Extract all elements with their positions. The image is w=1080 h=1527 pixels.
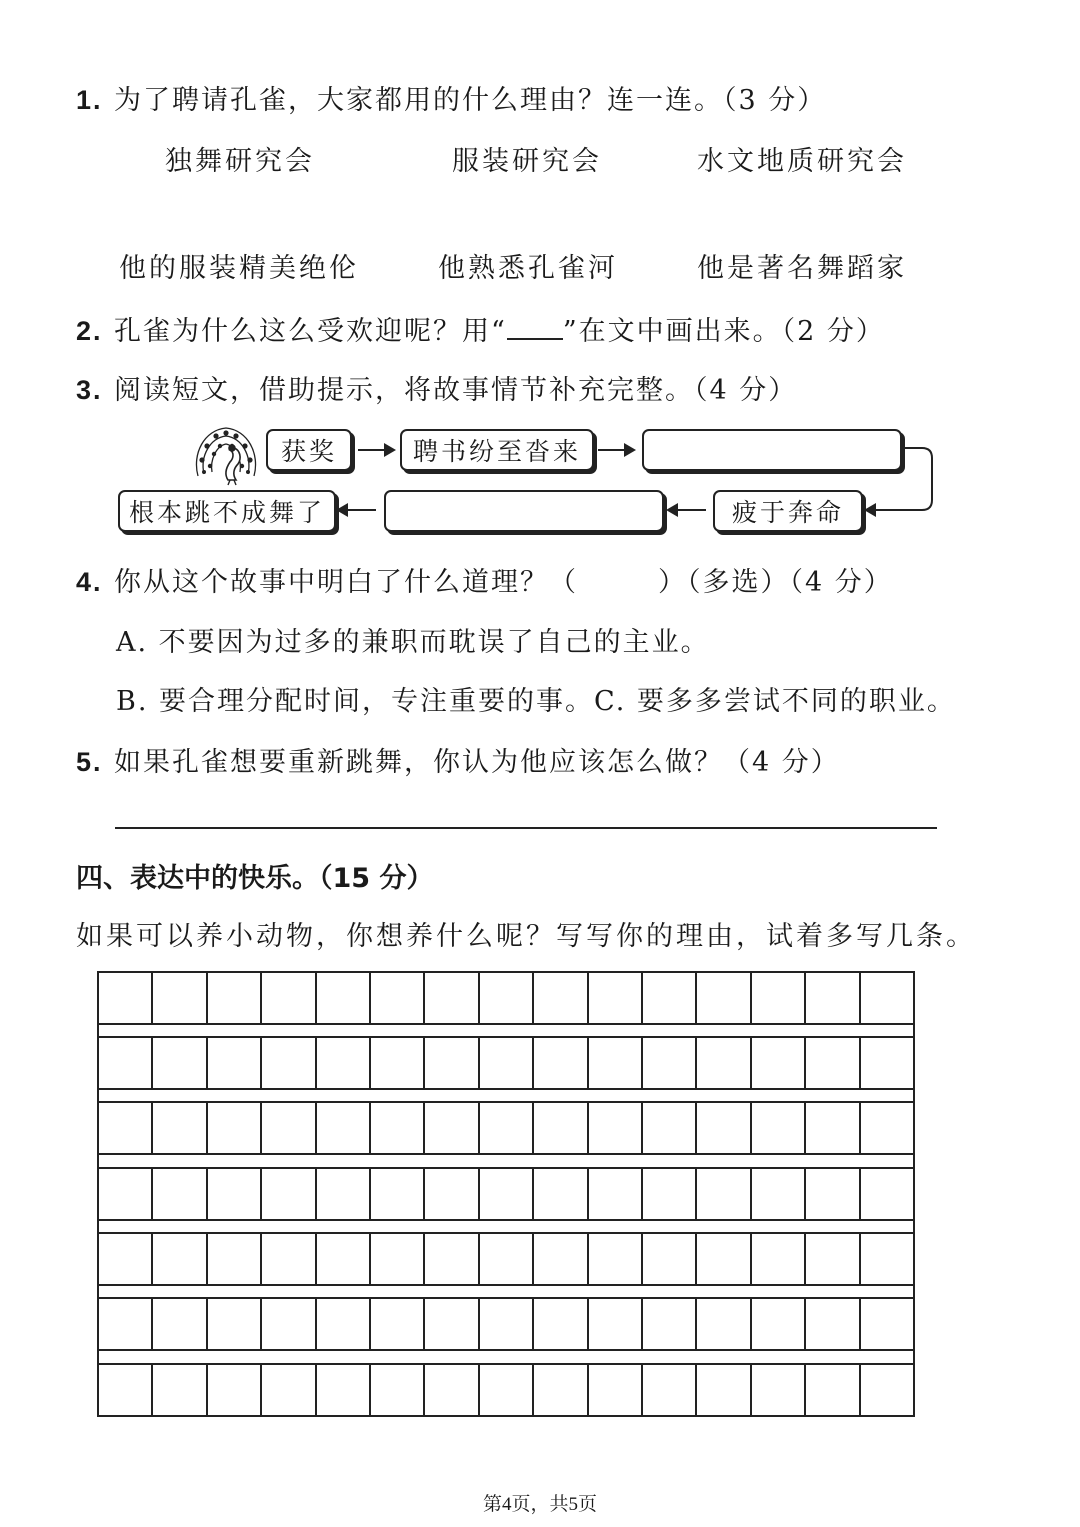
q1-top-item-1[interactable]: 独舞研究会 [165,146,315,177]
q5-line [76,740,840,779]
q2-underline-sample [507,316,563,340]
grid-row[interactable] [97,1297,915,1351]
q4-option-a[interactable]: A. 不要因为过多的兼职而耽误了自己的主业。 [116,627,710,658]
plot-box-exhausted: 疲于奔命 [713,490,863,532]
plot-box-offers: 聘书纷至沓来 [400,429,594,471]
q4-line [76,560,893,599]
q4-text-before: 你从这个故事中明白了什么道理？（ [114,567,578,598]
q2-number: 2. [76,316,103,346]
grid-row[interactable] [97,1167,915,1221]
grid-row[interactable] [97,1232,915,1286]
grid-row[interactable] [97,1363,915,1417]
q5-number: 5. [76,747,103,777]
plot-blank-box-1[interactable] [642,429,902,471]
q4-option-c[interactable]: C. 要多多尝试不同的职业。 [594,686,956,717]
plot-blank-box-2[interactable] [384,490,664,532]
q4-number: 4. [76,567,103,597]
q2-line [76,309,885,348]
grid-row[interactable] [97,1101,915,1155]
q1-top-item-2[interactable]: 服装研究会 [452,146,602,177]
writing-grid[interactable] [97,971,915,1417]
q4-option-b[interactable]: B. 要合理分配时间，专注重要的事。 [116,686,595,717]
plot-box-award: 获奖 [266,429,352,471]
q2-text-before: 孔雀为什么这么受欢迎呢？用“ [114,316,507,347]
grid-outer-left [97,971,99,1417]
plot-box-cannot-dance: 根本跳不成舞了 [118,490,336,532]
q3-line [76,368,797,407]
q3-text: 阅读短文，借助提示，将故事情节补充完整。（4 分） [114,375,798,406]
arrow-right-2 [598,449,634,451]
q1-line [76,78,826,117]
q2-text-after: ”在文中画出来。（2 分） [562,316,885,347]
q1-bottom-item-1[interactable]: 他的服装精美绝伦 [119,253,359,284]
arrow-left-3 [338,509,376,511]
q1-bottom-item-2[interactable]: 他熟悉孔雀河 [438,253,618,284]
section4-title: 四、表达中的快乐。（15 分） [76,863,434,894]
q1-top-item-3[interactable]: 水文地质研究会 [697,146,907,177]
peacock-icon [190,424,262,486]
section4-prompt: 如果可以养小动物，你想养什么呢？写写你的理由，试着多写几条。 [76,921,976,952]
grid-row[interactable] [97,971,915,1025]
arrow-left-1 [866,509,902,511]
q5-answer-line[interactable] [115,827,937,829]
q1-number: 1. [76,85,103,115]
page-number: 第4页，共5页 [482,1494,597,1515]
q3-number: 3. [76,375,103,405]
arrow-left-2 [668,509,706,511]
q1-text: 为了聘请孔雀，大家都用的什么理由？连一连。（3 分） [114,85,827,116]
grid-outer-right [913,971,915,1417]
q1-bottom-item-3[interactable]: 他是著名舞蹈家 [697,253,907,284]
q5-text: 如果孔雀想要重新跳舞，你认为他应该怎么做？（4 分） [114,747,840,778]
q4-text-after: ）（多选）（4 分） [658,567,893,598]
arrow-connector-down [898,440,938,518]
arrow-right-1 [358,449,394,451]
grid-row[interactable] [97,1036,915,1090]
